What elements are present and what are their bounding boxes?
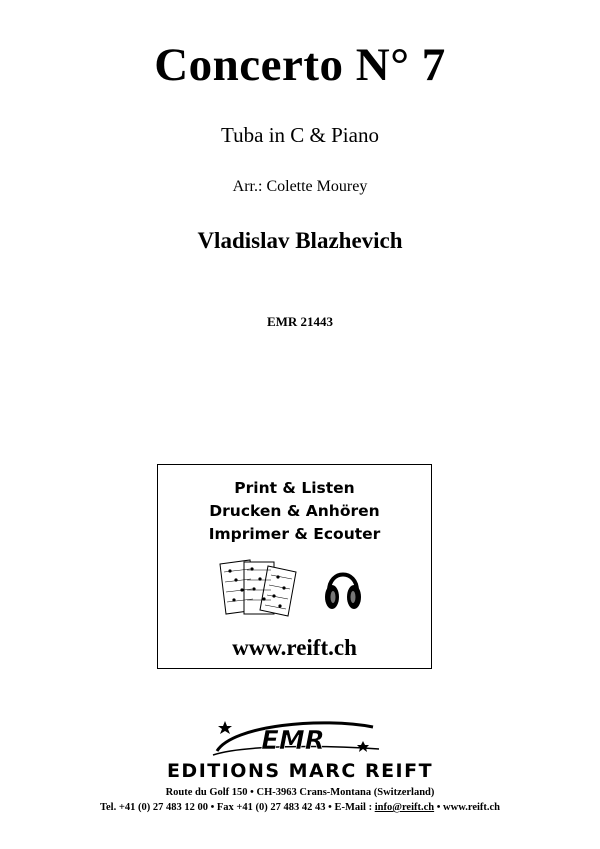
composer-name: Vladislav Blazhevich: [197, 228, 403, 253]
promo-line-german: Drucken & Anhören: [209, 502, 380, 520]
headphones-icon: [323, 561, 363, 615]
emr-logo: [203, 715, 383, 759]
print-listen-box: [157, 464, 432, 669]
cover-subtitle: Tuba in C & Piano: [221, 123, 379, 147]
contact-phone-fax: Tel. +41 (0) 27 483 12 00 • Fax +41 (0) 27 483 42 43 • E-Mail :: [99, 802, 375, 813]
publisher-contact: [0, 802, 600, 813]
publisher-name: EDITIONS MARC REIFT: [166, 760, 434, 782]
arranger-credit: Arr.: Colette Mourey: [232, 178, 368, 195]
contact-website: • www.reift.ch: [434, 802, 501, 813]
catalog-number: EMR 21443: [266, 314, 334, 329]
sheet-music-icon: [216, 558, 306, 618]
email-link[interactable]: info@reift.ch: [374, 802, 435, 813]
promo-website-link[interactable]: www.reift.ch: [232, 635, 357, 660]
cover-title: Concerto N° 7: [154, 39, 446, 91]
publisher-address: Route du Golf 150 • CH-3963 Crans-Montana (Switzerland): [165, 787, 435, 798]
emr-logo-text: EMR: [261, 726, 325, 756]
promo-line-english: Print & Listen: [234, 479, 355, 497]
promo-line-french: Imprimer & Ecouter: [208, 525, 381, 543]
